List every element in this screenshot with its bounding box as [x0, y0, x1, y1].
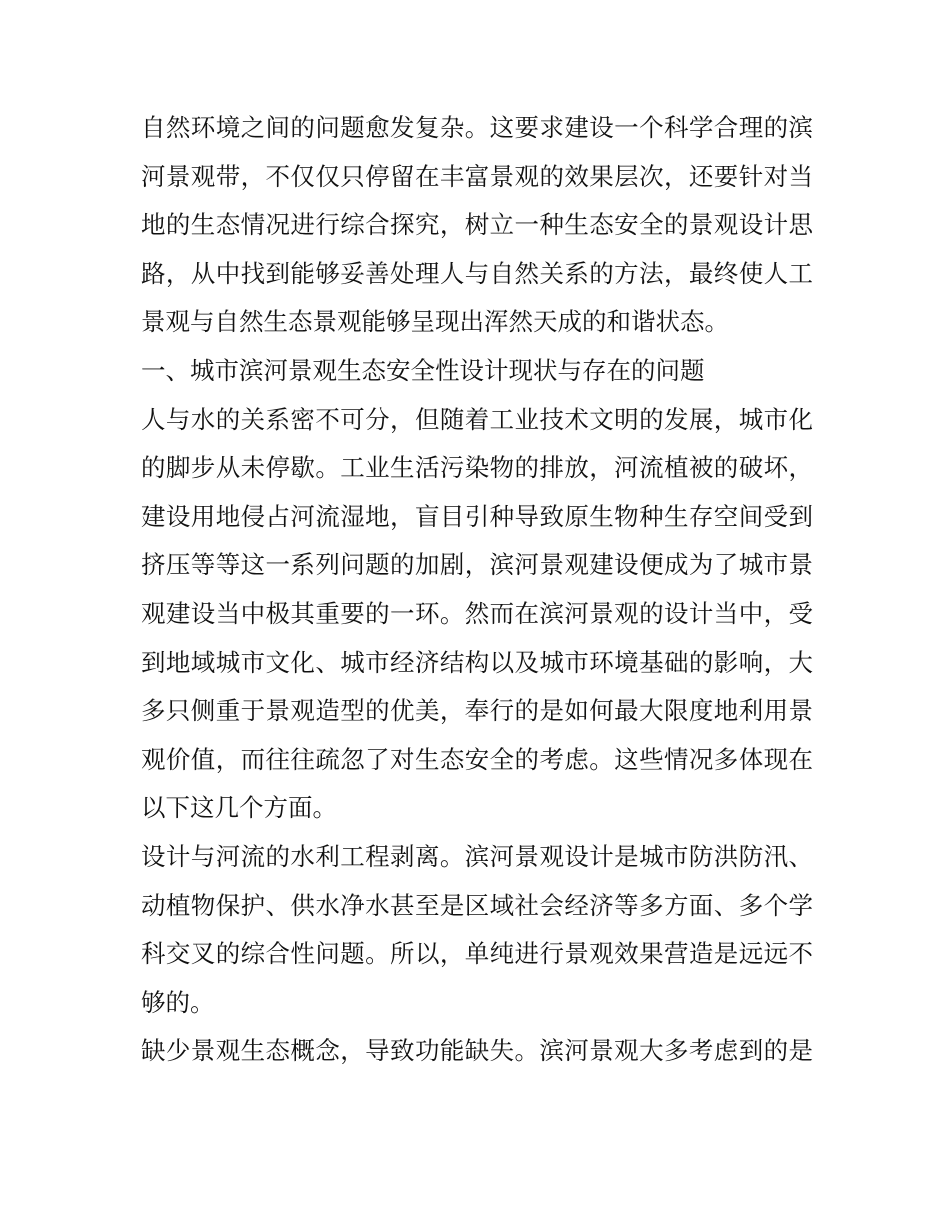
- text-line: 的脚步从未停歇。工业生活污染物的排放，河流植被的破坏，: [141, 453, 813, 483]
- section-heading: 一、城市滨河景观生态安全性设计现状与存在的问题: [141, 355, 705, 385]
- text-line: 景观与自然生态景观能够呈现出浑然天成的和谐状态。: [141, 307, 729, 337]
- text-line: 自然环境之间的问题愈发复杂。这要求建设一个科学合理的滨: [141, 113, 813, 142]
- text-line: 挤压等等这一系列问题的加剧，滨河景观建设便成为了城市景: [141, 550, 813, 580]
- text-line: 科交叉的综合性问题。所以，单纯进行景观效果营造是远远不: [141, 939, 813, 969]
- text-line: 人与水的关系密不可分，但随着工业技术文明的发展，城市化: [141, 404, 813, 434]
- text-line: 以下这几个方面。: [141, 793, 337, 823]
- text-line: 够的。: [141, 987, 215, 1017]
- text-line: 地的生态情况进行综合探究，树立一种生态安全的景观设计思: [141, 210, 813, 240]
- text-line: 建设用地侵占河流湿地，盲目引种导致原生物种生存空间受到: [141, 501, 813, 531]
- text-line: 观价值，而往往疏忽了对生态安全的考虑。这些情况多体现在: [141, 744, 813, 774]
- text-line: 河景观带，不仅仅只停留在丰富景观的效果层次，还要针对当: [141, 161, 813, 191]
- text-line: 到地域城市文化、城市经济结构以及城市环境基础的影响，大: [141, 647, 813, 677]
- text-line: 观建设当中极其重要的一环。然而在滨河景观的设计当中，受: [141, 598, 813, 628]
- text-line: 缺少景观生态概念，导致功能缺失。滨河景观大多考虑到的是: [141, 1036, 813, 1066]
- text-line: 多只侧重于景观造型的优美，奉行的是如何最大限度地利用景: [141, 696, 813, 726]
- text-line: 动植物保护、供水净水甚至是区域社会经济等多方面、多个学: [141, 890, 813, 920]
- document-body: [141, 104, 813, 1076]
- text-line: 设计与河流的水利工程剥离。滨河景观设计是城市防洪防汛、: [141, 841, 813, 871]
- text-line: 路，从中找到能够妥善处理人与自然关系的方法，最终使人工: [141, 258, 813, 288]
